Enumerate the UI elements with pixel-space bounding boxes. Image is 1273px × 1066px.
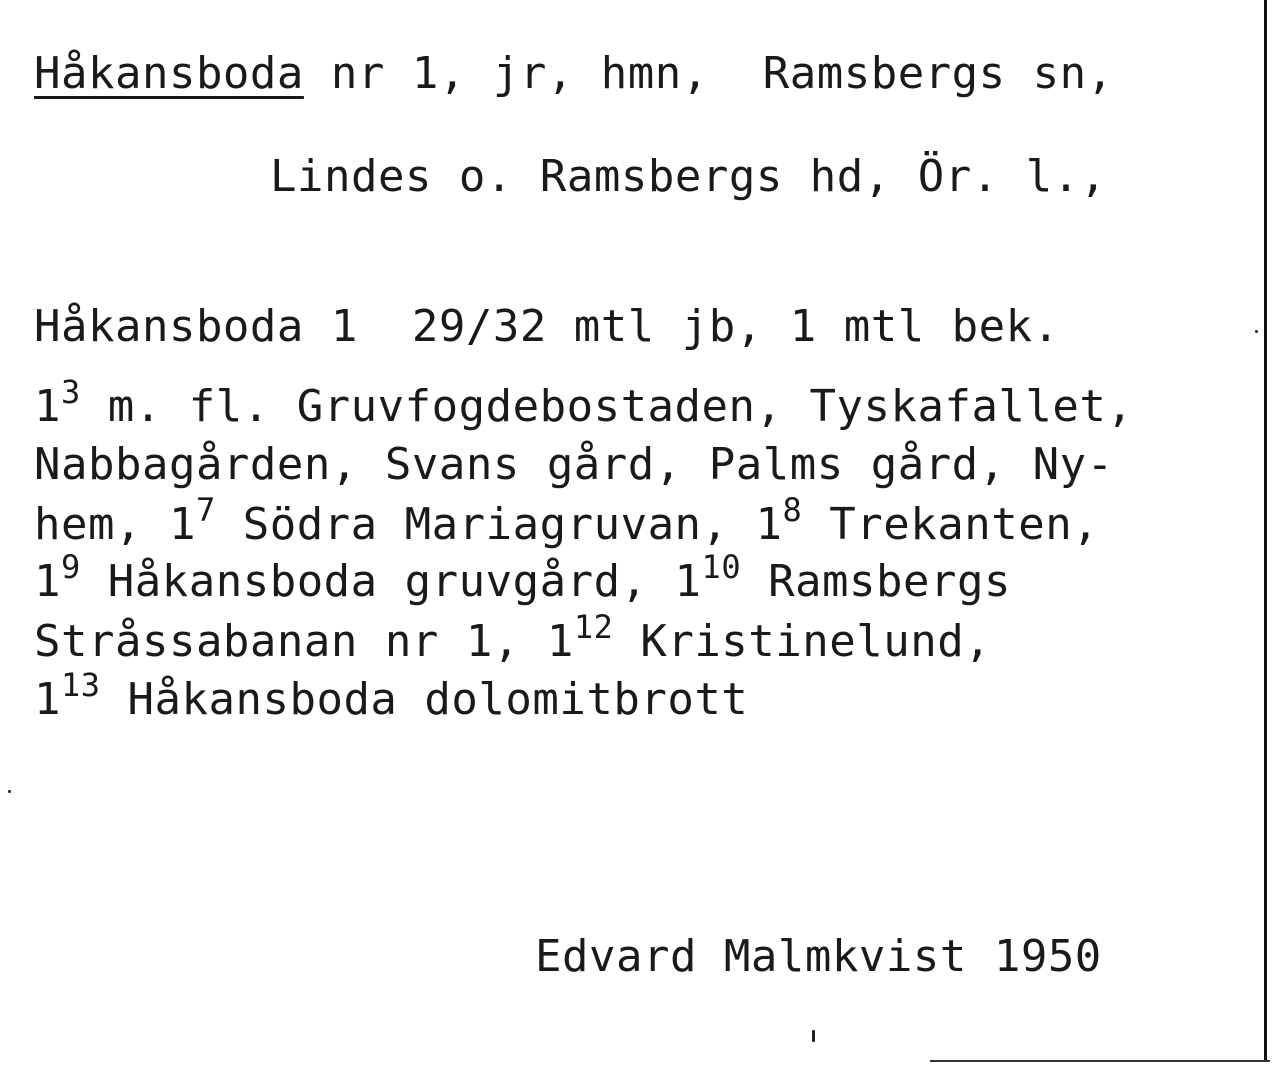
body-line-5-pre: Stråssabanan nr 1, 1 bbox=[34, 616, 574, 667]
body-line-6-post: Håkansboda dolomitbrott bbox=[100, 674, 749, 725]
body-line-4-sup-1: 9 bbox=[61, 548, 81, 586]
card-bottom-edge bbox=[930, 1060, 1270, 1062]
body-line-3 bbox=[34, 491, 1100, 550]
paper-speck bbox=[8, 790, 11, 793]
body-line-2: Nabbagården, Svans gård, Palms gård, Ny- bbox=[34, 439, 1114, 490]
body-line-1-num: 1 bbox=[34, 381, 61, 432]
body-line-3-sup-1: 7 bbox=[195, 491, 216, 529]
body-line-4-mid: Håkansboda gruvgård, 1 bbox=[80, 556, 702, 607]
paper-speck bbox=[812, 1030, 815, 1042]
body-line-3-post: Trekanten, bbox=[802, 499, 1100, 550]
body-line-5 bbox=[34, 608, 992, 667]
body-line-1 bbox=[34, 373, 1134, 432]
body-line-4-num: 1 bbox=[34, 556, 61, 607]
holding-line: Håkansboda 1 29/32 mtl jb, 1 mtl bek. bbox=[34, 301, 1060, 352]
body-line-3-sup-2: 8 bbox=[782, 491, 803, 529]
heading-details: nr 1, jr, hmn, Ramsbergs sn, bbox=[303, 48, 1114, 99]
district-line: Lindes o. Ramsbergs hd, Ör. l., bbox=[270, 151, 1107, 202]
body-line-4-sup-2: 10 bbox=[701, 548, 742, 586]
heading-line bbox=[34, 48, 1114, 99]
body-line-5-sup: 12 bbox=[573, 608, 614, 646]
body-line-6-sup: 13 bbox=[61, 666, 101, 704]
body-line-6-num: 1 bbox=[34, 674, 61, 725]
body-line-6 bbox=[34, 666, 749, 725]
place-name-heading: Håkansboda bbox=[34, 48, 304, 99]
body-line-1-sup: 3 bbox=[61, 373, 81, 411]
body-line-1-text: m. fl. Gruvfogdebostaden, Tyskafallet, bbox=[80, 381, 1134, 432]
paper-speck bbox=[1255, 330, 1258, 333]
body-line-4-post: Ramsbergs bbox=[741, 556, 1011, 607]
card-right-edge bbox=[1264, 0, 1267, 1060]
body-line-3-pre: hem, 1 bbox=[34, 499, 196, 550]
body-line-3-mid: Södra Mariagruvan, 1 bbox=[215, 499, 783, 550]
body-line-4 bbox=[34, 548, 1011, 607]
signature-line: Edvard Malmkvist 1950 bbox=[535, 931, 1102, 982]
body-line-5-post: Kristinelund, bbox=[613, 616, 992, 667]
